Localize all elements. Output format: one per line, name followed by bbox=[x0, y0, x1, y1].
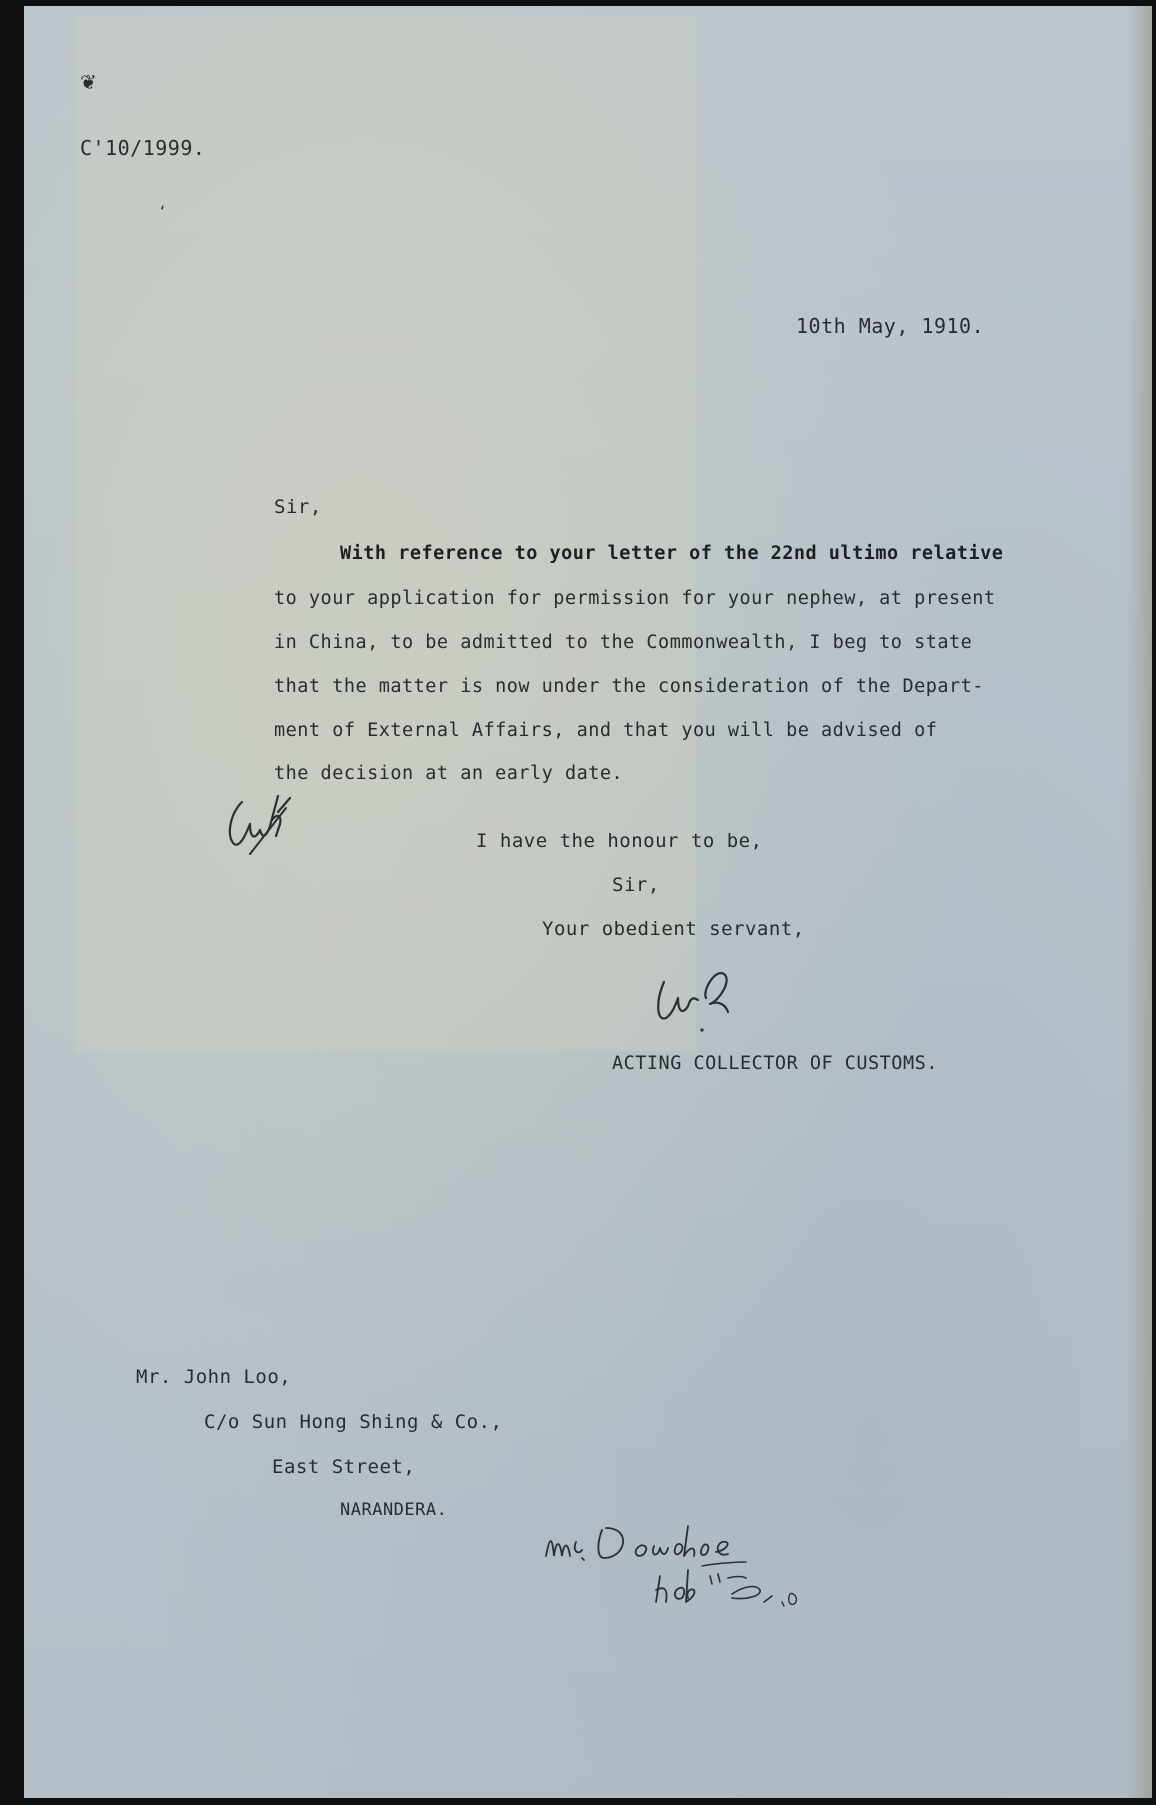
addressee-street: East Street, bbox=[272, 1456, 416, 1478]
body-line: that the matter is now under the consideration of the Depart- bbox=[274, 676, 984, 697]
ink-speck: ‘ bbox=[160, 202, 166, 221]
handwritten-note bbox=[532, 1506, 862, 1621]
file-reference: C'10/1999. bbox=[80, 136, 206, 160]
margin-initials bbox=[220, 784, 300, 869]
punch-mark: ❦ bbox=[80, 70, 97, 94]
body-line: the decision at an early date. bbox=[274, 763, 624, 784]
body-line: in China, to be admitted to the Commonwealth, I beg to state bbox=[274, 632, 973, 653]
body-line: With reference to your letter of the 22nd ultimo relative bbox=[340, 543, 1004, 564]
closing-line: I have the honour to be, bbox=[476, 830, 763, 852]
closing-line: Sir, bbox=[612, 874, 660, 896]
letter-page bbox=[24, 6, 1152, 1798]
body-line: to your application for permission for your nephew, at present bbox=[274, 588, 996, 609]
addressee-care-of: C/o Sun Hong Shing & Co., bbox=[204, 1411, 503, 1433]
paper-stain bbox=[76, 16, 696, 1051]
signature bbox=[646, 960, 756, 1045]
salutation: Sir, bbox=[274, 496, 322, 518]
letter-date: 10th May, 1910. bbox=[796, 314, 985, 338]
body-line: ment of External Affairs, and that you will be advised of bbox=[274, 720, 938, 741]
addressee-town: NARANDERA. bbox=[340, 1500, 448, 1520]
paper-edge bbox=[1126, 6, 1152, 1798]
addressee-name: Mr. John Loo, bbox=[136, 1366, 292, 1388]
signatory-title: ACTING COLLECTOR OF CUSTOMS. bbox=[612, 1053, 938, 1074]
closing-line: Your obedient servant, bbox=[542, 918, 805, 940]
